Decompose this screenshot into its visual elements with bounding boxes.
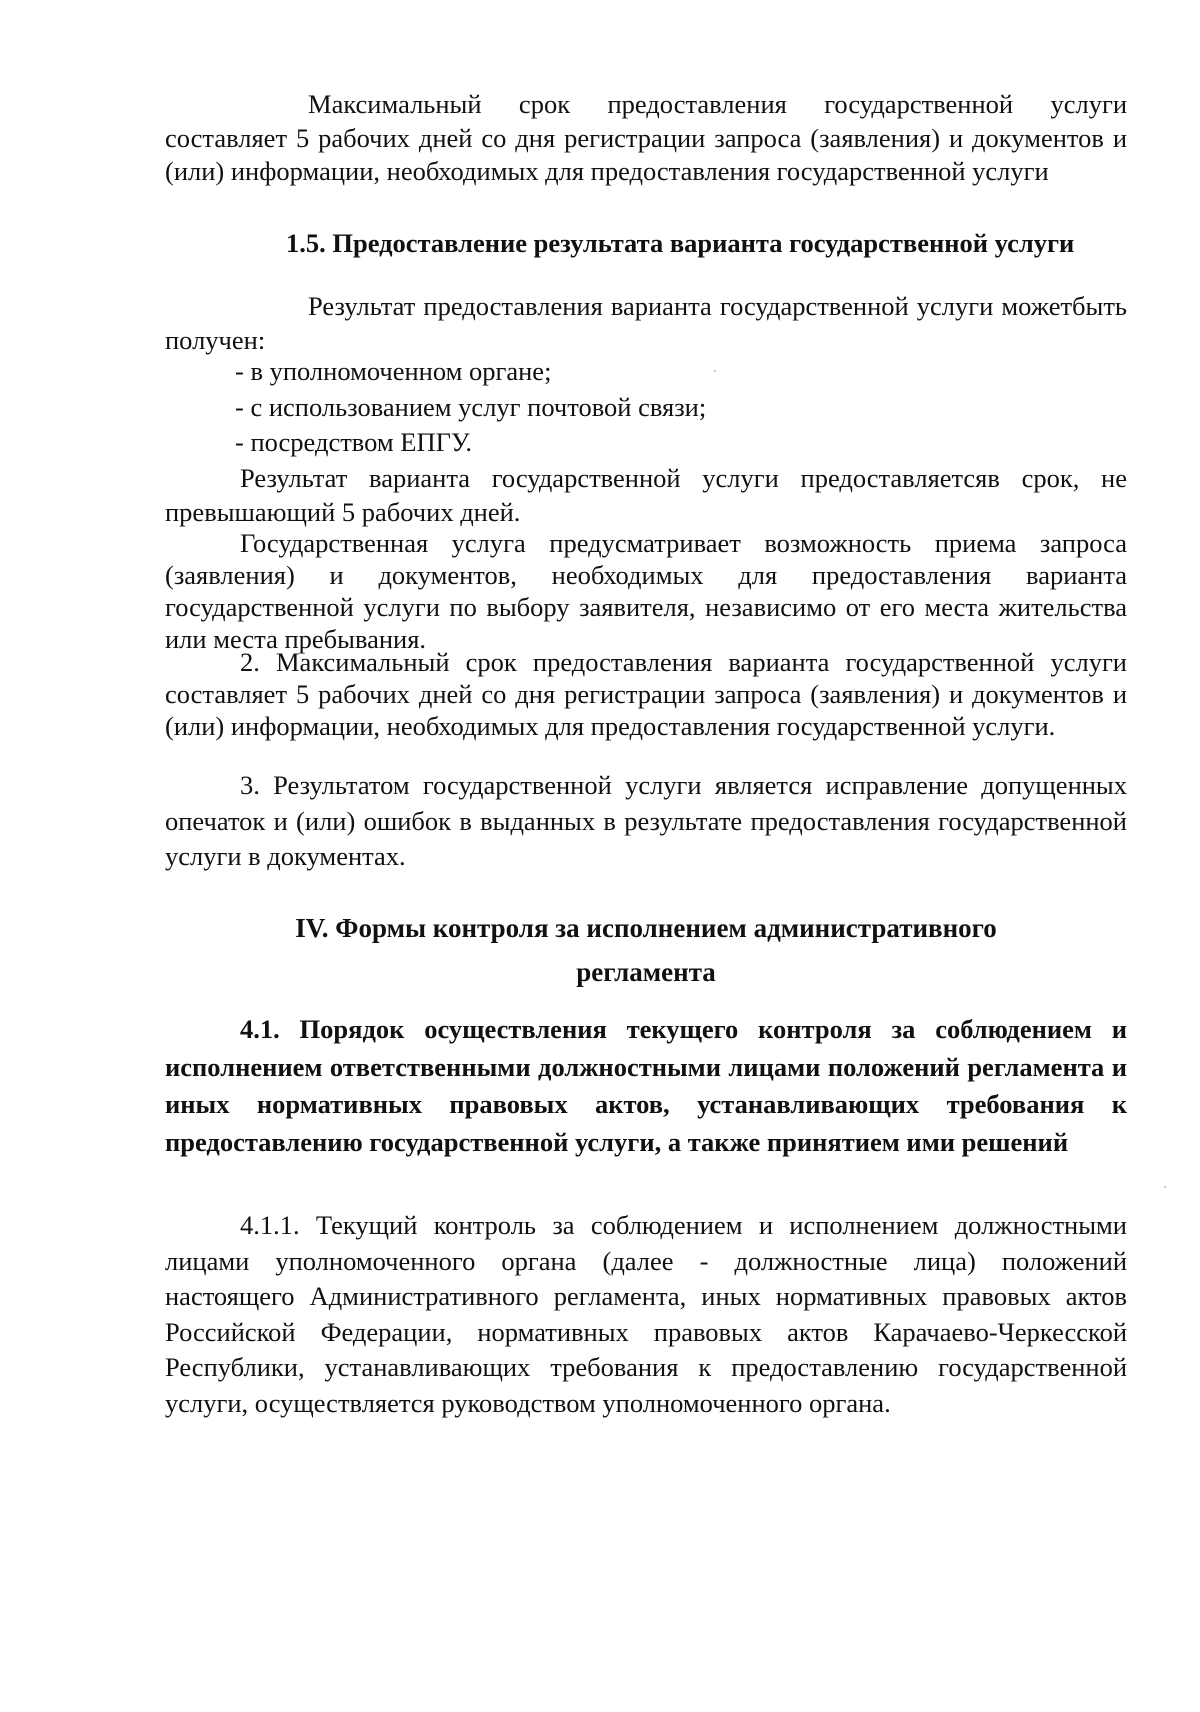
section-title-line-1: IV. Формы контроля за исполнением административного [295, 913, 997, 943]
paragraph-item-3: 3. Результатом государственной услуги является исправление допущенных опечаток и (или) ошибок в выданных в результате предоставления государственной услуги в документах. [165, 770, 1127, 871]
heading-4-1: 4.1. Порядок осуществления текущего контроля за соблюдением и исполнением ответственными должностными лицами положений регламента и иных нормативных правовых актов, устанавливающих требования к предоставлению государственной услуги, а также принятием ими решений [165, 1014, 1127, 1157]
paragraph-request-option: Государственная услуга предусматривает возможность приема запроса (заявления) и документов, необходимых для предоставления варианта государственной услуги по выбору заявителя, независимо от его места жительства или места пребывания. [165, 528, 1127, 654]
list-item-epgu: - посредством ЕПГУ. [235, 427, 472, 457]
list-item-authority: - в уполномоченном органе; [235, 356, 552, 386]
paragraph-max-term: Максимальный срок предоставления государственной услуги составляет 5 рабочих дней со дня регистрации запроса (заявления) и документов и (или) информации, необходимых для предоставления государственной услуги [165, 89, 1127, 186]
paragraph-result-term: Результат варианта государственной услуги предоставляетсяв срок, не превышающий 5 рабочих дней. [165, 463, 1127, 527]
section-title-line-2: регламента [576, 957, 716, 987]
heading-1-5: 1.5. Предоставление результата варианта государственной услуги [286, 228, 1075, 258]
paragraph-4-1-1: 4.1.1. Текущий контроль за соблюдением и исполнением должностными лицами уполномоченного органа (далее - должностные лица) положений настоящего Административного регламента, иных нормативных правовых актов Российской Федерации, нормативных правовых актов Карачаево-Черкесской Республики, устанавливающих требования к предоставлению государственной услуги, осуществляется руководством уполномоченного органа. [165, 1210, 1127, 1418]
scan-speck [714, 370, 716, 372]
paragraph-item-2: 2. Максимальный срок предоставления варианта государственной услуги составляет 5 рабочих дней со дня регистрации запроса (заявления) и документов и (или) информации, необходимых для предоставления государственной услуги. [165, 647, 1127, 741]
list-item-post: - с использованием услуг почтовой связи; [235, 392, 707, 422]
scan-speck [1164, 1186, 1166, 1188]
paragraph-result-obtained: Результат предоставления варианта государственной услуги можетбыть получен: [165, 291, 1127, 355]
